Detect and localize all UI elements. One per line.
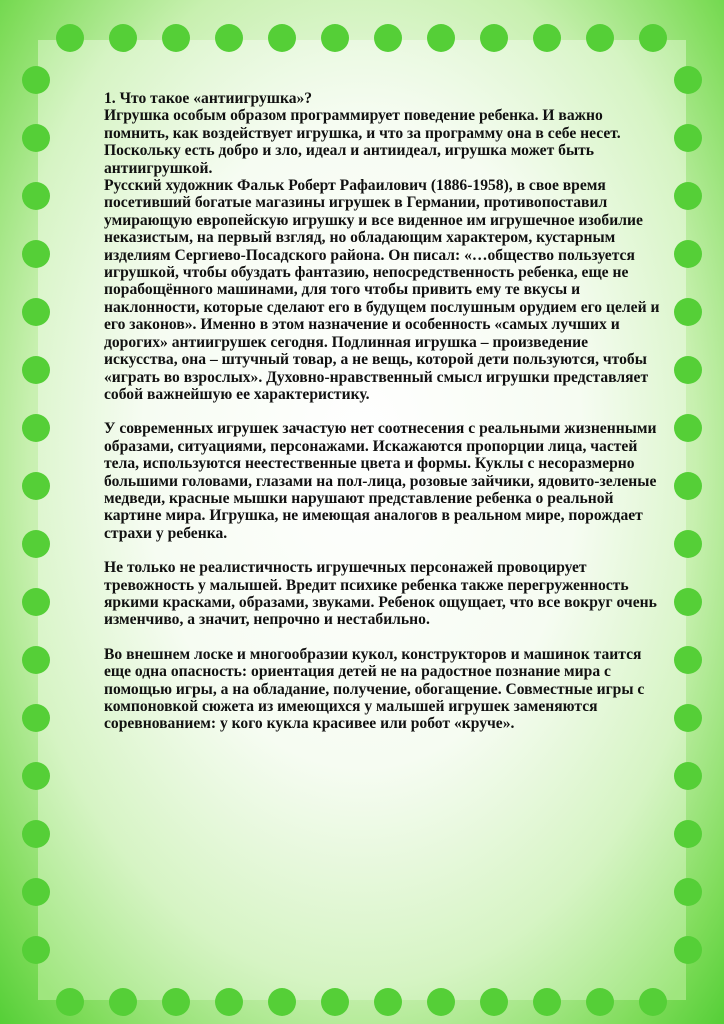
scallop-notch <box>268 988 296 1016</box>
scallop-notch <box>22 66 50 94</box>
scallop-notch <box>674 936 702 964</box>
scallop-notch <box>674 530 702 558</box>
scallop-notch <box>22 124 50 152</box>
scallop-notch <box>639 988 667 1016</box>
scallop-notch <box>674 356 702 384</box>
scallop-notch <box>674 762 702 790</box>
scallop-notch <box>674 298 702 326</box>
scallop-notch <box>674 240 702 268</box>
scallop-notch <box>674 878 702 906</box>
scallop-notch <box>674 124 702 152</box>
scallop-notch <box>162 24 190 52</box>
paragraph-4: Не только не реалистичность игрушечных персонажей провоцирует тревожность у малышей. Вредит психике ребенка также перегруженность яркими красками, образами, звуками. Ребенок ощущает, что все вокруг очень изменчиво, а значит, непрочно и нестабильно. <box>104 559 657 629</box>
scallop-notch <box>22 762 50 790</box>
paragraph-5: Во внешнем лоске и многообразии кукол, конструкторов и машинок таится еще одна опасность: ориентация детей не на радостное познание мира с помощью игры, а на обладание, получение, обогащение. Совместные игры с компоновкой сюжета из имеющихся у малышей игрушек заменяются соревнованием: у кого кукла красивее или робот «круче». <box>104 645 645 733</box>
scallop-notch <box>480 24 508 52</box>
scallop-notch <box>374 988 402 1016</box>
scallop-notch <box>674 472 702 500</box>
scallop-notch <box>22 182 50 210</box>
scallop-notch <box>674 704 702 732</box>
scallop-notch <box>321 988 349 1016</box>
scallop-notch <box>674 66 702 94</box>
scallop-notch <box>674 646 702 674</box>
scallop-notch <box>374 24 402 52</box>
scallop-notch <box>586 988 614 1016</box>
scallop-notch <box>22 530 50 558</box>
article-text <box>104 90 664 733</box>
scallop-notch <box>674 588 702 616</box>
paragraph-2: Русский художник Фальк Роберт Рафаилович (1886-1958), в свое время посетивший богатые магазины игрушек в Германии, противопоставил умирающую европейскую игрушку и все виденное им игрушечное изобилие неказистым, на первый взгляд, но обладающим характером, кустарным изделиям Сергиево-Посадского района. Он писал: «…общество пользуется игрушкой, чтобы обуздать фантазию, непосредственность ребенка, еще не порабощённого машинами, для того чтобы привить ему те вкусы и наклонности, которые сделают его в будущем послушным орудием его целей и его законов». Именно в этом назначение и особенность «самых лучших и дорогих» антиигрушек сегодня. Подлинная игрушка – произведение искусства, она – штучный товар, а не вещь, которой дети пользуются, чтобы «играть во взрослых». Духовно-нравственный смысл игрушки представляет собой важнейшую ее характеристику. <box>104 177 660 403</box>
paragraph-1: Игрушка особым образом программирует поведение ребенка. И важно помнить, как воздействует игрушка, и что за программу она в себе несет. Поскольку есть добро и зло, идеал и антиидеал, игрушка может быть антиигрушкой. <box>104 107 621 177</box>
scallop-notch <box>22 414 50 442</box>
scallop-notch <box>268 24 296 52</box>
scallop-notch <box>56 988 84 1016</box>
scallop-notch <box>22 820 50 848</box>
scallop-notch <box>215 988 243 1016</box>
scallop-notch <box>22 588 50 616</box>
scallop-notch <box>22 704 50 732</box>
scallop-notch <box>109 24 137 52</box>
article-heading: 1. Что такое «антиигрушка»? <box>104 90 313 107</box>
scallop-notch <box>427 24 455 52</box>
paragraph-3: У современных игрушек зачастую нет соотнесения с реальными жизненными образами, ситуациями, персонажами. Искажаются пропорции лица, частей тела, используются неестественные цвета и формы. Куклы с несоразмерно большими головами, глазами на пол-лица, розовые зайчики, ядовито-зеленые медведи, красные мышки нарушают представление ребенка о реальной картине мира. Игрушка, не имеющая аналогов в реальном мире, порождает страхи у ребенка. <box>104 420 657 542</box>
scallop-notch <box>480 988 508 1016</box>
scallop-notch <box>639 24 667 52</box>
scallop-notch <box>427 988 455 1016</box>
scallop-notch <box>586 24 614 52</box>
scallop-notch <box>22 878 50 906</box>
scallop-notch <box>674 414 702 442</box>
scallop-notch <box>22 646 50 674</box>
scallop-notch <box>674 182 702 210</box>
scallop-notch <box>22 298 50 326</box>
scallop-notch <box>22 472 50 500</box>
scallop-notch <box>321 24 349 52</box>
scallop-notch <box>22 936 50 964</box>
scallop-notch <box>215 24 243 52</box>
scallop-notch <box>162 988 190 1016</box>
scallop-notch <box>674 820 702 848</box>
scallop-notch <box>22 356 50 384</box>
scallop-notch <box>56 24 84 52</box>
scallop-notch <box>533 988 561 1016</box>
scallop-notch <box>109 988 137 1016</box>
scallop-notch <box>533 24 561 52</box>
scallop-notch <box>22 240 50 268</box>
